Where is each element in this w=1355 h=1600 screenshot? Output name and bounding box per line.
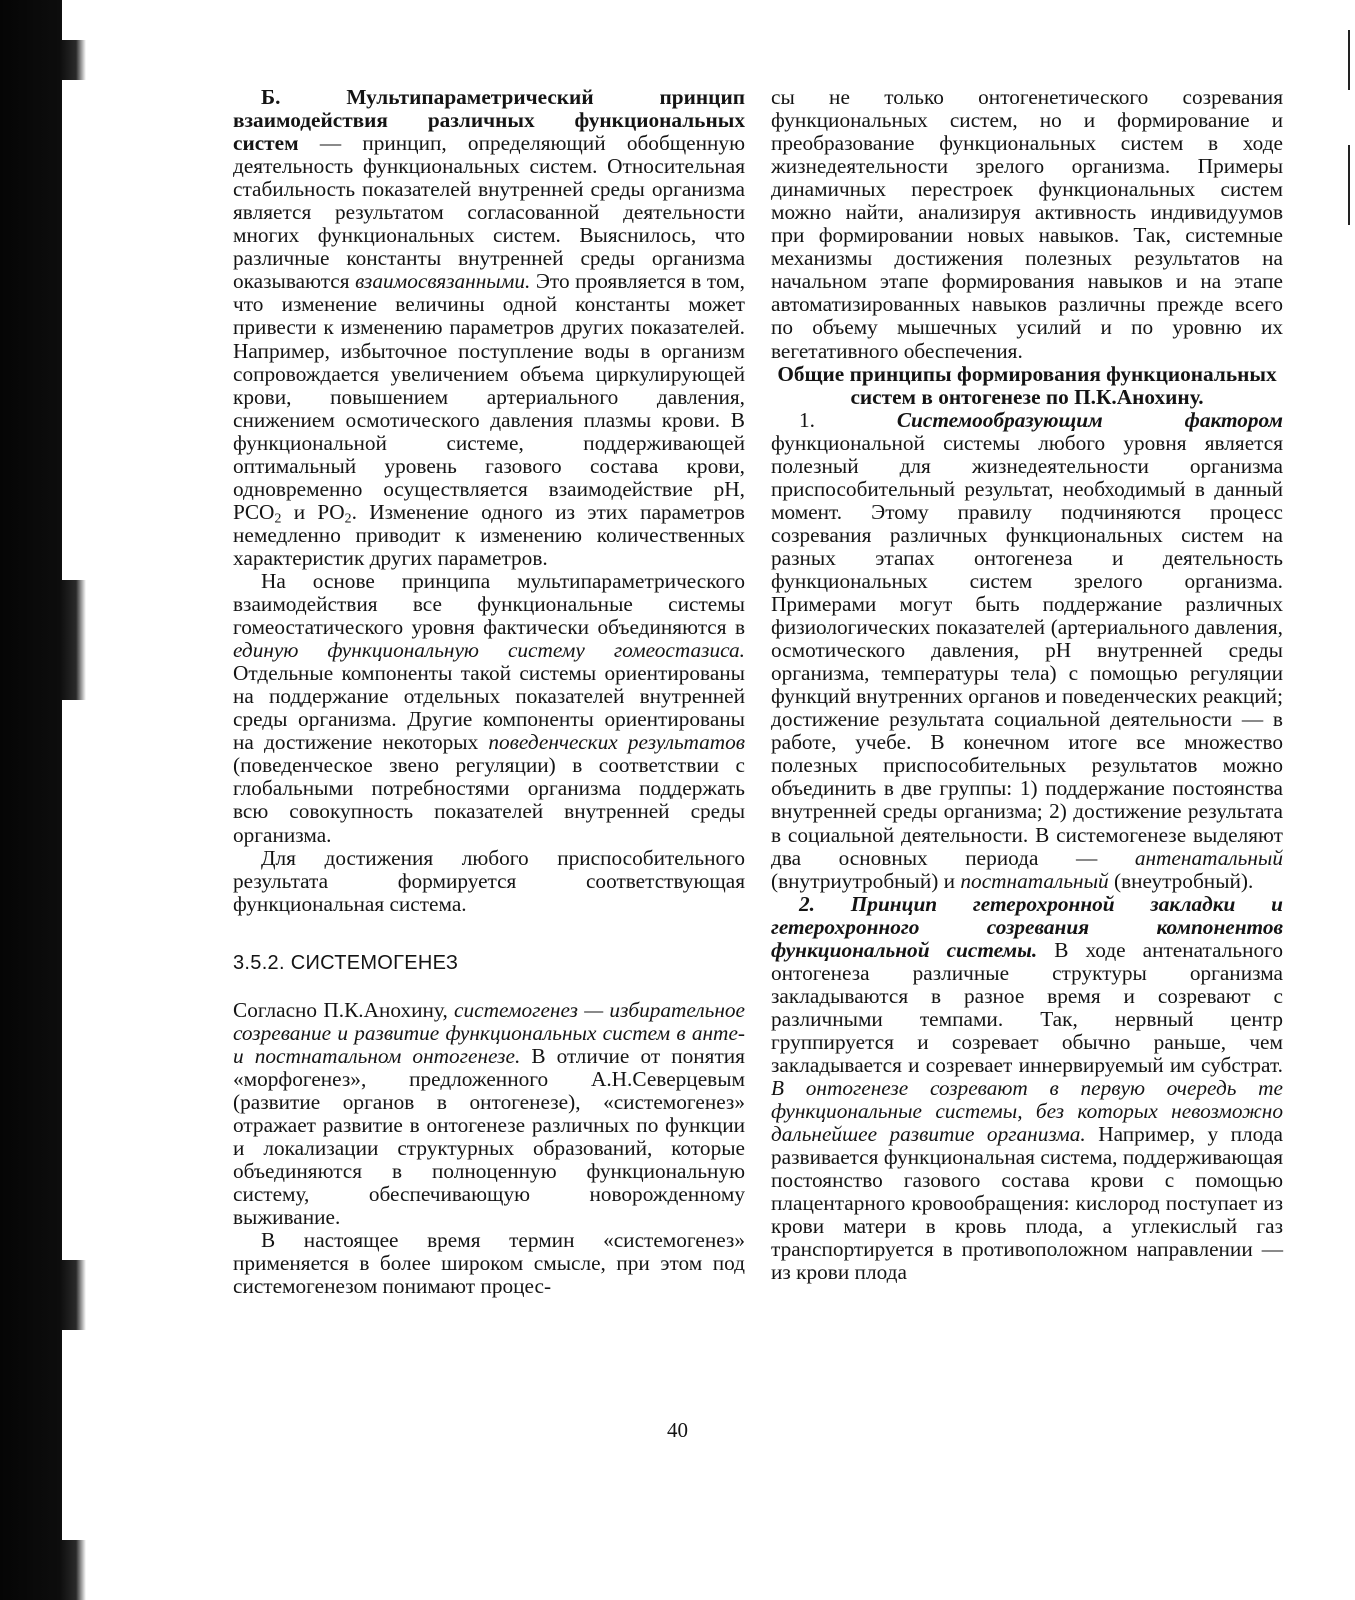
paragraph: В настоящее время термин «системогенез» применяется в более широком смысле, при этом под системогенезом понимают процес- bbox=[233, 1228, 745, 1299]
paragraph: сы не только онтогенетического созревания функциональных систем, но и формирование и преобразование функциональных систем в ходе жизнедеятельности зрелого организма. Примеры динамичных перестроек функциональных систем можно найти, анализируя активность индивидуумов при формировании новых навыков. Так, системные механизмы достижения полезных результатов на начальном этапе формирования навыков и на этапе автоматизированных навыков различны прежде всего по объему мышечных усилий и по уровню их вегетативного обеспечения. bbox=[771, 85, 1283, 363]
paragraph-lead: Системообразующим фактором bbox=[896, 407, 1283, 432]
paragraph: Согласно П.К.Анохину, системогенез — избирательное созревание и развитие функциональных систем в анте- и постнатальном онтогенезе. В отличие от понятия «морфогенез», предложенного А.Н.Северцевым (развитие органов в онтогенезе), «системогенез» отражает развитие в онтогенезе различных по функции и локализации структурных образований, которые объединяются в полноценную функциональную систему, обеспечивающую новорожденному выживание. bbox=[233, 997, 745, 1230]
scan-line-right bbox=[1348, 30, 1350, 90]
scan-edge-left bbox=[0, 0, 86, 1600]
paragraph-lead: Б. Мультипараметрический принцип взаимодействия различных функциональных систем bbox=[233, 85, 745, 156]
paragraph: Для достижения любого приспособительного результата формируется соответствующая функциональная система. bbox=[233, 845, 745, 916]
left-column bbox=[233, 86, 745, 1298]
section-heading: Общие принципы формирования функциональных систем в онтогенезе по П.К.Анохину. bbox=[777, 361, 1277, 409]
paragraph: 2. Принцип гетерохронной закладки и гетерохронного созревания компонентов функциональной системы. В ходе антенатального онтогенеза различные структуры организма закладываются в разное время и созревают с различными темпами. Так, нервный центр группируется и созревает обычно раньше, чем закладывается и созревает иннервируемый им субстрат. В онтогенезе созревают в первую очередь те функциональные системы, без которых невозможно дальнейшее развитие организма. Например, у плода развивается функциональная система, поддерживающая постоянство газового состава крови с помощью плацентарного кровообращения: кислород поступает из крови матери в кровь плода, а углекислый газ транспортируется в противоположном направлении — из крови плода bbox=[771, 891, 1283, 1285]
scan-line-right bbox=[1348, 145, 1350, 225]
paragraph: На основе принципа мультипараметрического взаимодействия все функциональные системы гомеостатического уровня фактически объединяются в единую функциональную систему гомеостазиса. Отдельные компоненты такой системы ориентированы на поддержание отдельных показателей внутренней среды организма. Другие компоненты ориентированы на достижение некоторых поведенческих результатов (поведенческое звено регуляции) в соответствии с глобальными потребностями организма поддержать всю совокупность показателей внутренней среды организма. bbox=[233, 568, 746, 847]
paragraph-lead: 2. Принцип гетерохронной закладки и гетерохронного созревания компонентов функциональной системы. bbox=[771, 891, 1283, 962]
page-number: 40 bbox=[667, 1418, 688, 1442]
section-heading: 3.5.2. СИСТЕМОГЕНЕЗ bbox=[233, 951, 459, 974]
paragraph: Б. Мультипараметрический принцип взаимодействия различных функциональных систем — принцип, определяющий обобщенную деятельность функциональных систем. Относительная стабильность показателей внутренней среды организма является результатом согласованной деятельности многих функциональных систем. Выяснилось, что различные константы внутренней среды организма оказываются взаимосвязанными. Это проявляется в том, что изменение величины одной константы может привести к изменению параметров других показателей. Например, избыточное поступление воды в организм сопровождается увеличением объема циркулирующей крови, повышением артериального давления, снижением осмотического давления плазмы крови. В функциональной системе, поддерживающей оптимальный уровень газового состава крови, одновременно осуществляется взаимодействие pH, $PCO_2$ и $PO_2$. Изменение одного из этих параметров немедленно приводит к изменению количественных характеристик других параметров. bbox=[233, 85, 745, 570]
right-column bbox=[771, 86, 1283, 1284]
paragraph: 1. Системообразующим фактором функциональной системы любого уровня является полезный для жизнедеятельности организма приспособительный результат, необходимый в данный момент. Этому правилу подчиняются процесс созревания различных функциональных систем на разных этапах онтогенеза и деятельность функциональных систем зрелого организма. Примерами могут быть поддержание различных физиологических показателей (артериального давления, осмотического давления, pH внутренней среды организма, температуры тела) с помощью регуляции функций внутренних органов и поведенческих реакций; достижение результата социальной деятельности — в работе, учебе. В конечном итоге все множество полезных приспособительных результатов можно объединить в две группы: 1) поддержание постоянства внутренней среды организма; 2) достижение результата в социальной деятельности. В системогенезе выделяют два основных периода — антенатальный (внутриутробный) и постнатальный (внеутробный). bbox=[771, 407, 1283, 893]
